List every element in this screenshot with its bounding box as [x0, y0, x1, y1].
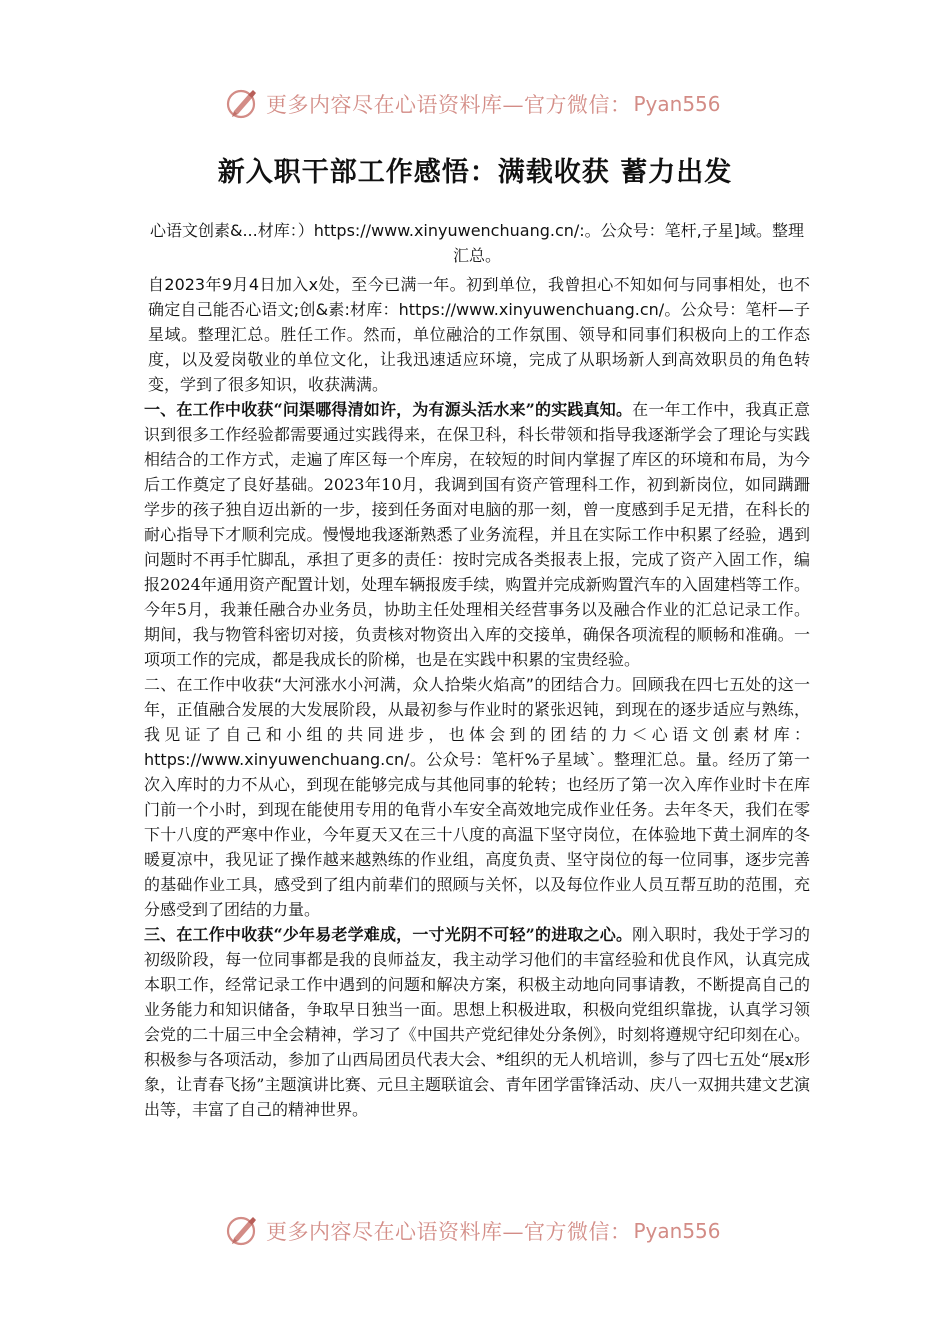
section-2-paragraph: 二、在工作中收获“大河涨水小河满，众人拾柴火焰高”的团结合力。回顾我在四七五处的这一年，正值融合发展的大发展阶段，从最初参与作业时的紧张迟钝，到现在的逐步适应与熟练，我见证了自己和小组的共同进步，也体会到的团结的力＜心语文创素材库：https://www.xinyuwenchuang.cn/。公众号：笔杆%子星域`。整理汇总。量。经历了第一次入库时的力不从心，到现在能够完成与其他同事的轮转；也经历了第一次入库作业时卡在库门前一个小时，到现在能使用专用的龟背小车安全高效地完成作业任务。去年冬天，我们在零下十八度的严寒中作业，今年夏天又在三十八度的高温下坚守岗位，在体验地下黄土洞库的冬暖夏凉中，我见证了操作越来越熟练的作业组，高度负责、坚守岗位的每一位同事，逐步完善的基础作业工具，感受到了组内前辈们的照顾与关怀，以及每位作业人员互帮互助的范围，充分感受到了团结的力量。 — [144, 675, 810, 919]
pen-logo-icon — [226, 87, 260, 121]
banner-wechat-id: Pyan556 — [633, 92, 721, 116]
section-3-body: 刚入职时，我处于学习的初级阶段，每一位同事都是我的良师益友，我主动学习他们的丰富经验和优良作风，认真完成本职工作，经常记录工作中遇到的问题和解决方案，积极主动地向同事请教，不断提高自己的业务能力和知识储备，争取早日独当一面。思想上积极进取，积极向党组织靠拢，认真学习领会党的二十届三中全会精神，学习了《中国共产党纪律处分条例》，时刻将遵规守纪印刻在心。积极参与各项活动，参加了山西局团员代表大会、*组织的无人机培训，参与了四七五处“展x形象，让青春飞扬”主题演讲比赛、元旦主题联谊会、青年团学雷锋活动、庆八一双拥共建文艺演出等，丰富了自己的精神世界。 — [144, 925, 810, 1119]
section-1-body: 在一年工作中，我真正意识到很多工作经验都需要通过实践得来，在保卫科，科长带领和指导我逐渐学会了理论与实践相结合的工作方式，走遍了库区每一个库房，在较短的时间内掌握了库区的环境和布局，为今后工作奠定了良好基础。2023年10月，我调到国有资产管理科工作，初到新岗位，如同蹒跚学步的孩子独自迈出新的一步，接到任务面对电脑的那一刻，曾一度感到手足无措，在科长的耐心指导下才顺利完成。慢慢地我逐渐熟悉了业务流程，并且在实际工作中积累了经验，遇到问题时不再手忙脚乱，承担了更多的责任：按时完成各类报表上报，完成了资产入固工作，编报2024年通用资产配置计划，处理车辆报废手续，购置并完成新购置汽车的入固建档等工作。今年5月，我兼任融合办业务员，协助主任处理相关经营事务以及融合作业的汇总记录工作。期间，我与物管科密切对接，负责核对物资出入库的交接单，确保各项流程的顺畅和准确。一项项工作的完成，都是我成长的阶梯，也是在实践中积累的宝贵经验。 — [144, 400, 810, 669]
footer-banner[interactable] — [226, 1211, 721, 1251]
intro-paragraph: 自2023年9月4日加入x处，至今已满一年。初到单位，我曾担心不知如何与同事相处，也不确定自己能否心语文;创&素:材库：https://www.xinyuwenchuang.cn/。公众号：笔杆—子星域。整理汇总。胜任工作。然而，单位融洽的工作氛围、领导和同事们积极向上的工作态度，以及爱岗敬业的单位文化，让我迅速适应环境，完成了从职场新人到高效职员的角色转变，学到了很多知识，收获满满。 — [148, 275, 810, 394]
section-1-heading: 一、在工作中收获“问渠哪得清如许，为有源头活水来”的实践真知。 — [144, 400, 633, 419]
banner-text: 更多内容尽在心语资料库—官方微信： — [266, 93, 632, 117]
header-banner[interactable] — [226, 84, 721, 124]
banner-text: 更多内容尽在心语资料库—官方微信： — [266, 1220, 632, 1244]
section-3-paragraph — [144, 922, 810, 1122]
pen-logo-icon — [226, 1214, 260, 1248]
section-1-paragraph — [144, 397, 810, 672]
source-line: 心语文创素&...材库：）https://www.xinyuwenchuang.cn/:。公众号：笔杆,子星]域。整理汇总。 — [149, 221, 804, 265]
banner-wechat-id: Pyan556 — [633, 1219, 721, 1243]
section-3-heading: 三、在工作中收获“少年易老学难成，一寸光阴不可轻”的进取之心。 — [144, 925, 633, 944]
page-title: 新入职干部工作感悟：满载收获 蓄力出发 — [217, 157, 733, 188]
document-body — [144, 218, 810, 1122]
